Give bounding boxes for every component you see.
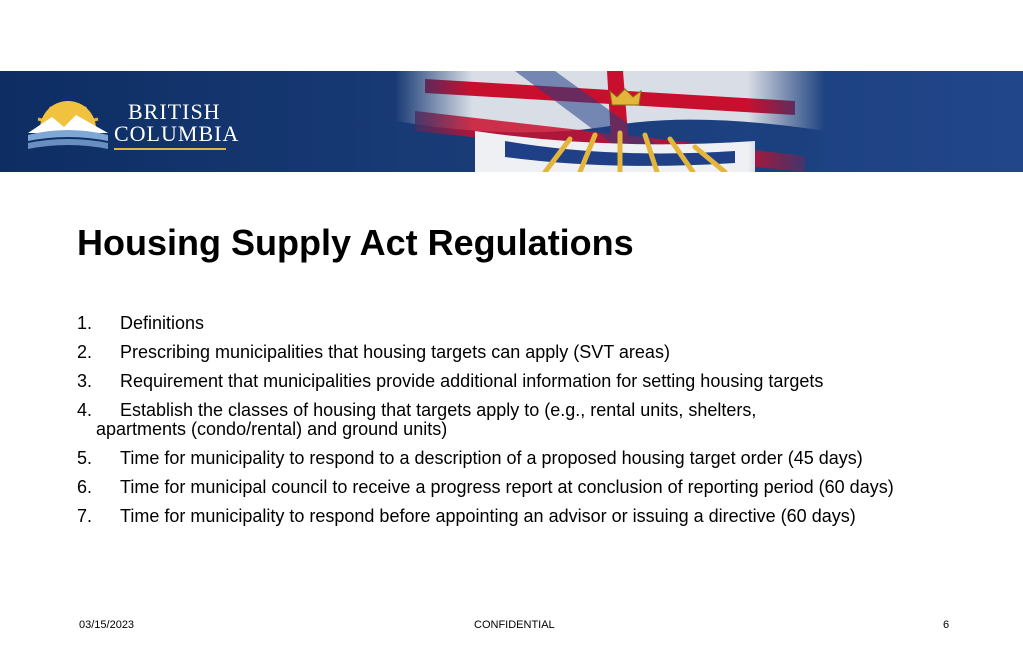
list-item — [0, 314, 1023, 333]
list-item — [0, 478, 1023, 497]
list-item-number: 2. — [77, 342, 93, 362]
logo-underline — [114, 148, 226, 150]
regulations-list — [0, 314, 1023, 536]
list-item-text: Time for municipal council to receive a progress report at conclusion of reporting period (60 days) — [120, 477, 894, 497]
list-item-text: Requirement that municipalities provide additional information for setting housing targets — [120, 371, 824, 391]
footer-classification: CONFIDENTIAL — [474, 619, 555, 631]
list-item-text: Time for municipality to respond to a description of a proposed housing target order (45 days) — [120, 448, 863, 468]
list-item — [0, 449, 1023, 468]
list-item-text: Prescribing municipalities that housing targets can apply (SVT areas) — [120, 342, 670, 362]
list-item — [0, 401, 1023, 439]
bc-logo-icon — [26, 95, 110, 151]
bc-flag-image — [395, 71, 825, 172]
list-item-number: 3. — [77, 371, 93, 391]
footer-page-number: 6 — [943, 619, 950, 631]
logo-text-columbia: COLUMBIA — [114, 121, 240, 146]
list-item-text: Definitions — [120, 313, 205, 333]
list-item-number: 5. — [77, 448, 93, 468]
list-item-text: Time for municipality to respond before appointing an advisor or issuing a directive (60 days) — [120, 506, 856, 526]
list-item-number: 7. — [77, 506, 93, 526]
list-item-number: 1. — [77, 313, 93, 333]
list-item — [0, 343, 1023, 362]
logo-text-british: BRITISH — [128, 99, 221, 124]
list-item — [0, 372, 1023, 391]
list-item-text: Establish the classes of housing that targets apply to (e.g., rental units, shelters, apartments (condo/rental) and ground units) — [96, 400, 757, 439]
slide-title: Housing Supply Act Regulations — [77, 222, 634, 263]
footer-date: 03/15/2023 — [79, 619, 135, 631]
list-item — [0, 507, 1023, 526]
list-item-number: 4. — [77, 400, 93, 420]
list-item-number: 6. — [77, 477, 93, 497]
